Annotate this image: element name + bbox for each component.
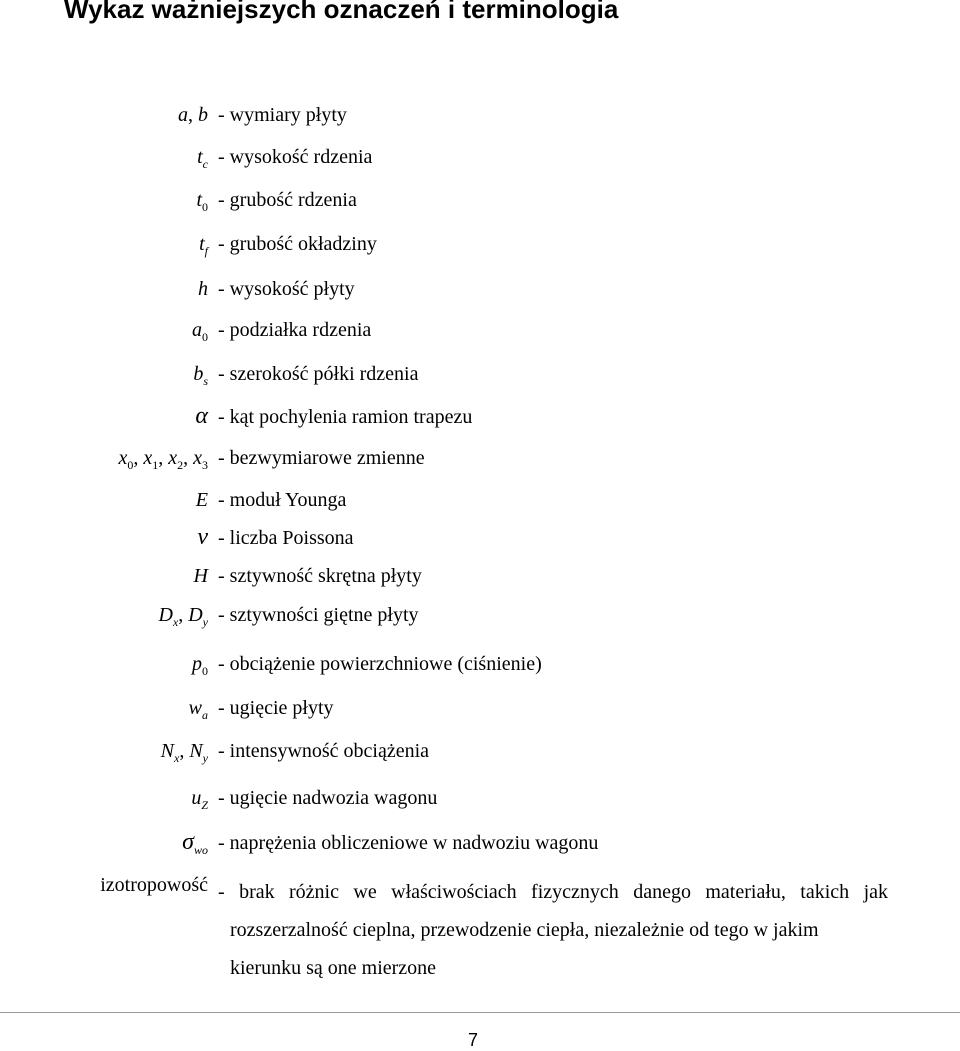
symbol-x0-x3: $x_0$, $x_1$, $x_2$, $x_3$ [118, 447, 208, 472]
definition-row: - ugięcie płyty [218, 697, 334, 719]
symbol-alpha: α [195, 403, 208, 429]
definition-row: - obciążenie powierzchniowe (ciśnienie) [218, 653, 542, 675]
definition-row: - wymiary płyty [218, 104, 347, 126]
term-definition-line: rozszerzalność cieplna, przewodzenie ciepła, niezależnie od tego w jakim [230, 919, 819, 941]
definition-row: - podziałka rdzenia [218, 319, 372, 341]
symbol-a-0: $a_0$ [192, 319, 208, 344]
definition-row: - intensywność obciążenia [218, 740, 430, 762]
symbol-t-c: $t_c$ [197, 146, 208, 171]
definition-row: - grubość rdzenia [218, 189, 357, 211]
definition-row: - ugięcie nadwozia wagonu [218, 787, 438, 809]
definition-row: - grubość okładziny [218, 233, 377, 255]
symbol-h: h [198, 278, 208, 300]
symbol-w-a: $w_a$ [188, 697, 208, 722]
symbol-p-0: $p_0$ [192, 653, 208, 678]
definition-row: - liczba Poissona [218, 527, 354, 549]
symbol-Dx-Dy: $D_x$, $D_y$ [158, 604, 208, 629]
definition-row: - wysokość płyty [218, 278, 355, 300]
symbol-sigma-wo: $\sigma_{wo}$ [182, 829, 208, 857]
symbol-Nx-Ny: $N_x$, $N_y$ [160, 740, 208, 765]
footer-divider [0, 1012, 960, 1013]
definition-row: - naprężenia obliczeniowe w nadwoziu wagonu [218, 832, 599, 854]
definition-row: - moduł Younga [218, 489, 347, 511]
term-izotropowosc: izotropowość [100, 874, 208, 896]
page-title: Wykaz ważniejszych oznaczeń i terminologia [64, 0, 619, 24]
definition-row: - sztywność skrętna płyty [218, 565, 422, 587]
symbol-E: E [195, 489, 208, 511]
term-definition [218, 873, 888, 987]
symbol-H: H [193, 565, 208, 587]
symbol-u-Z: $u_Z$ [191, 787, 208, 812]
term-definition-line: kierunku są one mierzone [230, 957, 437, 979]
symbol-t-f: $t_f$ [199, 233, 208, 258]
definition-row: - wysokość rdzenia [218, 146, 373, 168]
definition-row: - szerokość półki rdzenia [218, 363, 419, 385]
definition-row: - kąt pochylenia ramion trapezu [218, 406, 473, 428]
term-definition-line: - brak różnic we właściwościach fizycznych danego materiału, takich jak [218, 881, 888, 903]
symbol-t-0: $t_0$ [196, 189, 208, 214]
symbol-a-b: a, b [178, 104, 208, 126]
page-number: 7 [467, 1030, 478, 1050]
symbol-b-s: $b_s$ [193, 363, 208, 388]
definition-row: - bezwymiarowe zmienne [218, 447, 425, 469]
symbol-nu: ν [197, 524, 208, 550]
definition-row: - sztywności giętne płyty [218, 604, 419, 626]
